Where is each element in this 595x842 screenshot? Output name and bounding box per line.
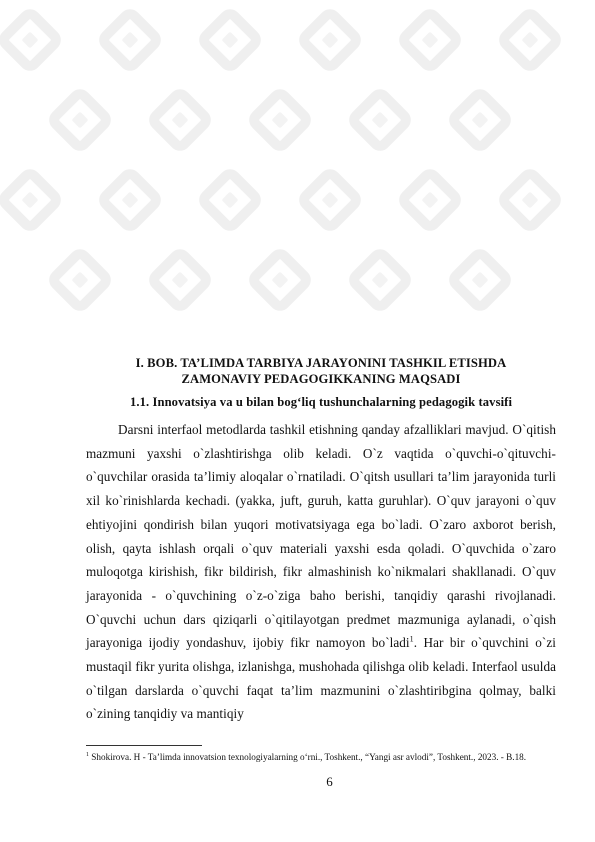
footnote-text: Shokirova. H - Ta’limda innovatsion texnologiyalarning o‘rni., Toshkent., “Yangi asr avlodi”, Toshkent., 2023. - B.18. [89,752,527,762]
paragraph-text-part-1: Darsni interfaol metodlarda tashkil etishning qanday afzalliklari mavjud. O`qitish mazmuni yaxshi o`zlashtirishga olib keladi. O`z vaqtida o`quvchi-o`qituvchi-o`quvchilar orasida ta’limiy aloqalar o`rnatiladi. O`qitsh usullari ta’lim jarayonida turli xil ko`rinishlarda kechadi. (yakka, juft, guruh, katta guruhlar). O`quv jarayoni o`quv ehtiyojini qondirish bilan yuqori motivatsiyaga ega bo`ladi. O`zaro axborot berish, olish, qayta ishlash orqali o`quv materiali yaxshi esda qoladi. O`quvchida o`zaro muloqotga kirishish, fikr bildirish, fikr almashinish ko`nikmalari shakllanadi. O`quv jarayonida - o`quvchining o`z-o`ziga baho berishi, tanqidiy qarashi rivojlanadi. O`quvchi uchun dars qiziqarli o`qitilayotgan predmet mazmuniga aylanadi, o`qish jarayoniga ijodiy yondashuv, ijobiy fikr namoyon bo`ladi [86,422,556,651]
page-number-container [0,774,595,790]
page-number: 6 [326,774,333,789]
chapter-heading-line-2: ZAMONAVIY PEDAGOGIKKANING MAQSADI [181,372,461,386]
section-heading: 1.1. Innovatsiya va u bilan bog‘liq tushunchalarning pedagogik tavsifi [129,395,513,409]
chapter-heading [86,355,556,387]
body-paragraph [86,418,556,726]
footnote-divider [86,745,202,746]
footnote-marker: 1 [86,751,89,758]
footnote [86,748,556,767]
footnote-reference[interactable]: 1 [409,634,414,644]
paragraph-text-part-2: . Har bir o`quvchini o`zi mustaqil fikr yurita olishga, izlanishga, mushohada qilishga olib keladi. Interfaol usulda o`tilgan darslarda o`quvchi faqat ta’lim mazmunini o`zlashtiribgina qolmay, balki o`zining tanqidiy va mantiqiy [86,635,556,722]
chapter-heading-line-1: I. BOB. TA’LIMDA TARBIYA JARAYONINI TASHKIL ETISHDA [135,356,507,370]
